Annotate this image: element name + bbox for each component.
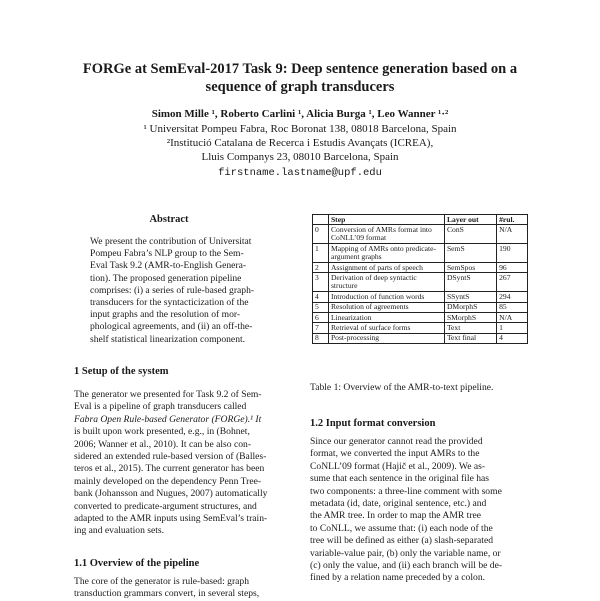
body-line: teros et al., 2015). The current generator has been <box>74 463 265 475</box>
table-row <box>313 333 528 343</box>
cell-layer: SemSpos <box>444 263 496 273</box>
body-line: Since our generator cannot read the provided <box>310 436 483 447</box>
cell-layer: SSyntS <box>444 292 496 302</box>
body-line: mainly developed on the dependency Penn Tree- <box>74 475 262 487</box>
body-line: format, we converted the input AMRs to the <box>310 448 480 460</box>
cell-index: 7 <box>313 323 329 333</box>
table-row <box>313 244 528 263</box>
body-line: the AMR tree. In order to map the AMR tree <box>310 510 482 522</box>
cell-step: Conversion of AMRs format into CoNLL’09 format <box>328 225 444 244</box>
body-line: transduction grammars convert, in several steps, <box>74 588 260 600</box>
cell-step: Linearization <box>328 313 444 323</box>
title-line-2: sequence of graph transducers <box>205 79 395 95</box>
abstract-line: phological agreements, and (ii) an off-the- <box>90 321 253 333</box>
body-line: CoNLL’09 format (Hajič et al., 2009). We as- <box>310 460 486 472</box>
cell-step: Resolution of agreements <box>328 302 444 312</box>
body-line: bank (Johansson and Nugues, 2007) automatically <box>74 488 268 500</box>
body-line: (c) only the value, and (ii) each branch will be de- <box>310 560 503 572</box>
header-rules: #rul. <box>497 215 528 225</box>
section-1-2-heading: 1.2 Input format conversion <box>310 418 436 429</box>
abstract-line: tion). The proposed generation pipeline <box>90 272 242 284</box>
body-line: metadata (id, date, original sentence, etc.) and <box>310 498 487 510</box>
cell-index: 0 <box>313 225 329 244</box>
pipeline-table <box>312 214 528 344</box>
table-row <box>313 273 528 292</box>
body-line: converted to predicate-argument structures, and <box>74 500 257 512</box>
cell-rules: N/A <box>497 225 528 244</box>
cell-step: Post-processing <box>328 333 444 343</box>
cell-index: 2 <box>313 263 329 273</box>
cell-rules: 1 <box>497 323 528 333</box>
section-1-2-body <box>310 436 526 585</box>
abstract-line: shelf statistical linearization component. <box>90 333 246 345</box>
abstract-line: Pompeu Fabra’s NLP group to the Sem- <box>90 248 244 260</box>
table-row <box>313 302 528 312</box>
body-line: The core of the generator is rule-based: graph <box>74 576 250 587</box>
body-line: 2006; Wanner et al., 2010). It can be also con- <box>74 438 252 450</box>
body-line: two components: a three-line comment with some <box>310 485 502 497</box>
cell-layer: DSyntS <box>444 273 496 292</box>
body-line: fined by a relation name preceded by a colon. <box>310 572 486 584</box>
body-line: ing and evaluation sets. <box>74 525 165 537</box>
abstract-line: We present the contribution of Universitat <box>90 236 252 247</box>
cell-step: Assignment of parts of speech <box>328 263 444 273</box>
author-email: firstname.lastname@upf.edu <box>218 167 382 179</box>
cell-index: 1 <box>313 244 329 263</box>
cell-layer: ConS <box>444 225 496 244</box>
cell-index: 4 <box>313 292 329 302</box>
affiliation-3: Lluis Companys 23, 08010 Barcelona, Spain <box>201 151 399 163</box>
body-line: The generator we presented for Task 9.2 of Sem- <box>74 389 262 400</box>
abstract-line: input graphs and the resolution of mor- <box>90 309 241 321</box>
section-1-body <box>74 389 286 538</box>
abstract-line: transducers for the syntacticization of the <box>90 297 249 309</box>
cell-rules: 267 <box>497 273 528 292</box>
body-line: to CoNLL, we assume that: (i) each node of the <box>310 522 493 534</box>
cell-layer: SemS <box>444 244 496 263</box>
abstract-line: Eval Task 9.2 (AMR-to-English Genera- <box>90 260 247 272</box>
cell-layer: SMorphS <box>444 313 496 323</box>
paper-title <box>0 60 600 96</box>
table-row <box>313 313 528 323</box>
affiliation-1: ¹ Universitat Pompeu Fabra, Roc Boronat 138, 08018 Barcelona, Spain <box>143 123 457 135</box>
table-caption: Table 1: Overview of the AMR-to-text pipeline. <box>310 382 494 393</box>
body-line: Fabra Open Rule-based Generator (FORGe).¹ It <box>74 413 262 425</box>
body-line: adapted to the AMR inputs using SemEval’s train- <box>74 513 268 525</box>
section-1-heading: 1 Setup of the system <box>74 366 169 377</box>
cell-layer: Text final <box>444 333 496 343</box>
table-row <box>313 263 528 273</box>
cell-index: 3 <box>313 273 329 292</box>
cell-rules: N/A <box>497 313 528 323</box>
cell-rules: 294 <box>497 292 528 302</box>
cell-index: 8 <box>313 333 329 343</box>
body-line: tree will be defined as either (a) slash-separated <box>310 535 493 547</box>
cell-step: Introduction of function words <box>328 292 444 302</box>
cell-step: Derivation of deep syntactic structure <box>328 273 444 292</box>
header-layer: Layer out <box>444 215 496 225</box>
table-row <box>313 323 528 333</box>
cell-index: 5 <box>313 302 329 312</box>
section-1-1-body <box>74 576 286 601</box>
header-index <box>313 215 329 225</box>
author-list: Simon Mille ¹, Roberto Carlini ¹, Alicia Burga ¹, Leo Wanner ¹·² <box>151 108 449 120</box>
affiliation-2: ²Institució Catalana de Recerca i Estudis Avançats (ICREA), <box>166 137 434 149</box>
cell-index: 6 <box>313 313 329 323</box>
header-step: Step <box>328 215 444 225</box>
body-line: Eval is a pipeline of graph transducers called <box>74 401 247 413</box>
section-1-1-heading: 1.1 Overview of the pipeline <box>74 558 200 569</box>
cell-layer: Text <box>444 323 496 333</box>
cell-rules: 4 <box>497 333 528 343</box>
table-row <box>313 225 528 244</box>
abstract-heading: Abstract <box>149 214 189 225</box>
body-line: sidered an extended rule-based version of (Balles- <box>74 451 267 463</box>
abstract-body <box>90 236 284 346</box>
body-line: variable-value pair, (b) only the variable name, or <box>310 547 501 559</box>
cell-step: Mapping of AMRs onto predicate-argument graphs <box>328 244 444 263</box>
cell-rules: 190 <box>497 244 528 263</box>
table-row <box>313 292 528 302</box>
cell-rules: 85 <box>497 302 528 312</box>
abstract-line: comprises: (i) a series of rule-based graph- <box>90 284 255 296</box>
cell-layer: DMorphS <box>444 302 496 312</box>
body-line: sume that each sentence in the original file has <box>310 473 490 485</box>
table-header-row <box>313 215 528 225</box>
body-line: is built upon work presented, e.g., in (Bohnet, <box>74 426 250 438</box>
cell-step: Retrieval of surface forms <box>328 323 444 333</box>
title-line-1: FORGe at SemEval-2017 Task 9: Deep sentence generation based on a <box>82 61 518 77</box>
cell-rules: 96 <box>497 263 528 273</box>
